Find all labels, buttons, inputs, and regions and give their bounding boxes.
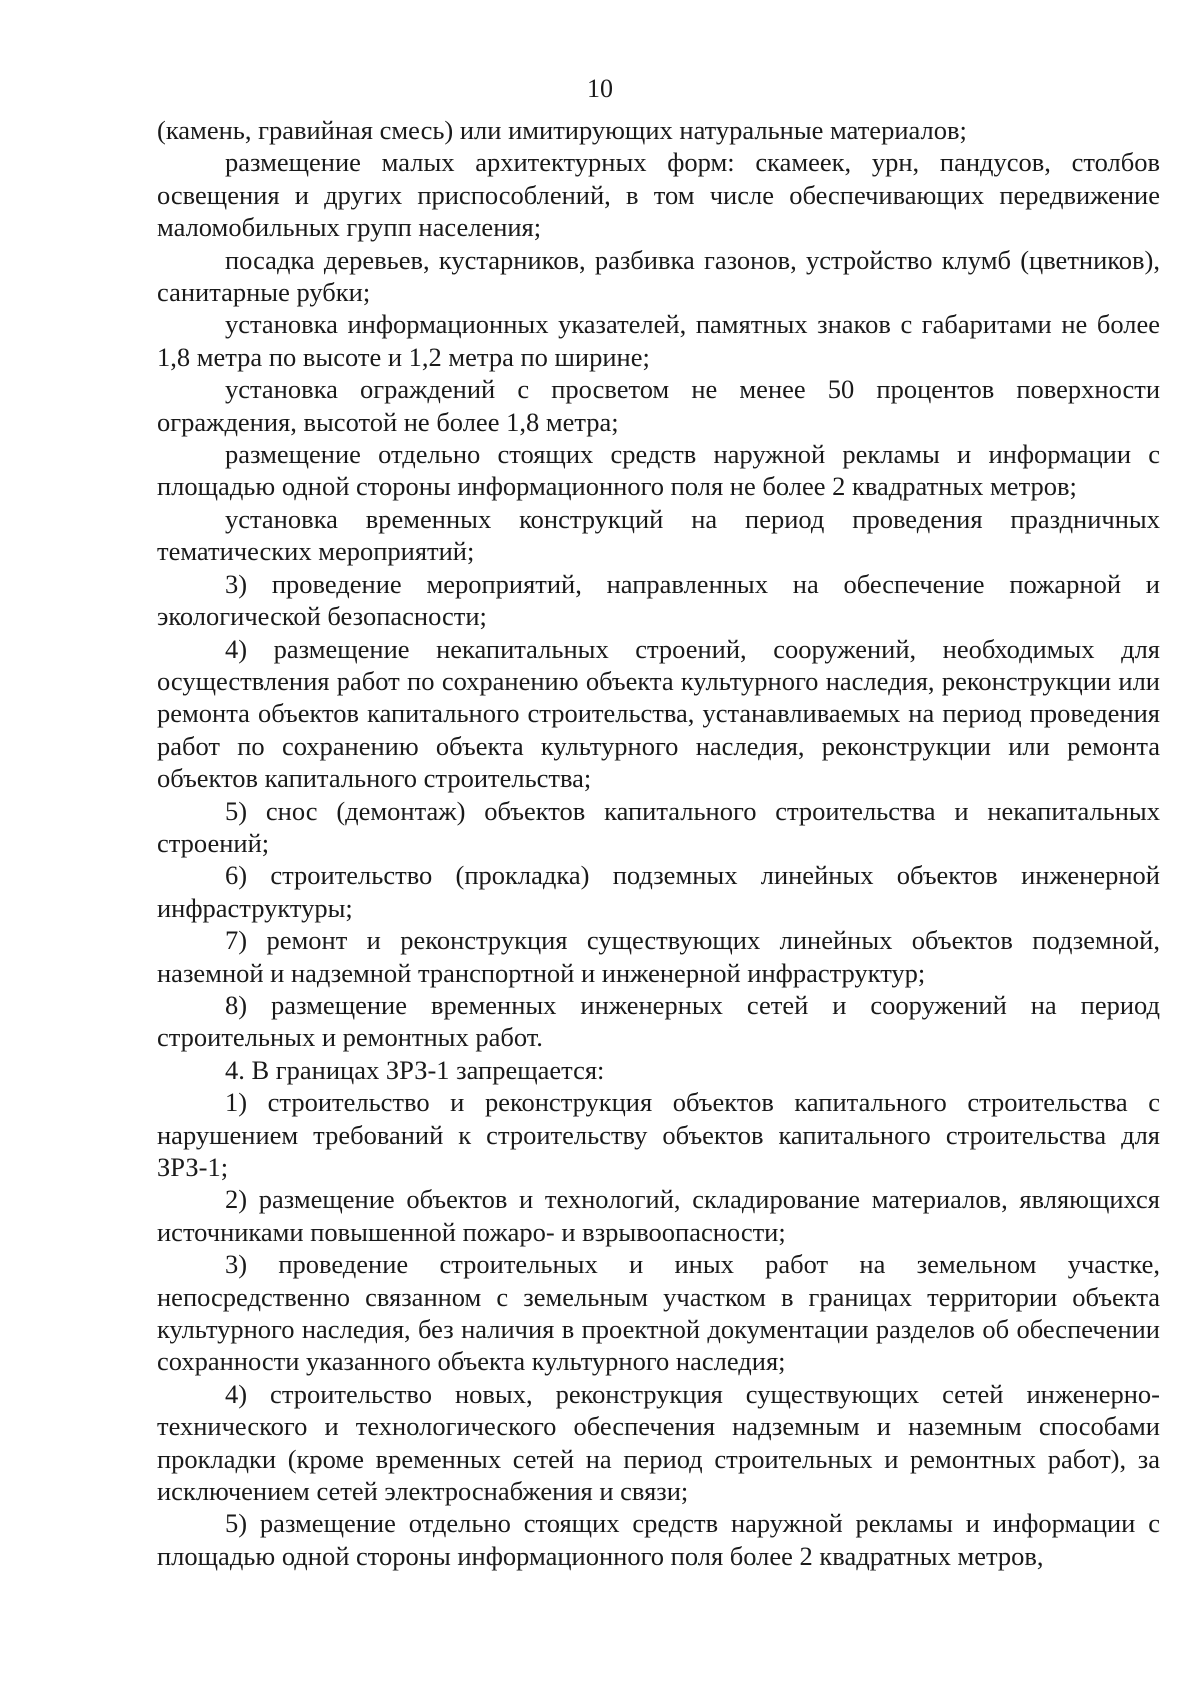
- list-item: 3) проведение мероприятий, направленных на обеспечение пожарной и экологической безопасности;: [157, 568, 1160, 632]
- paragraph: установка ограждений с просветом не менее 50 процентов поверхности ограждения, высотой не более 1,8 метра;: [157, 374, 1160, 437]
- paragraph: установка временных конструкций на период проведения праздничных тематических мероприятий;: [157, 503, 1160, 567]
- list-item: 4) размещение некапитальных строений, сооружений, необходимых для осуществления работ по сохранению объекта культурного наследия, реконструкции или ремонта объектов капитального строительства, устанавливаемых на период проведения работ по сохранению объекта культурного наследия, реконструкции или ремонта объектов капитального строительства;: [157, 633, 1160, 794]
- list-item: 5) снос (демонтаж) объектов капитального строительства и некапитальных строений;: [157, 795, 1160, 858]
- document-body: [157, 114, 1160, 1572]
- list-item: 5) размещение отдельно стоящих средств наружной рекламы и информации с площадью одной стороны информационного поля более 2 квадратных метров,: [157, 1508, 1160, 1571]
- paragraph: размещение отдельно стоящих средств наружной рекламы и информации с площадью одной стороны информационного поля не более 2 квадратных метров;: [157, 439, 1160, 502]
- list-item: 7) ремонт и реконструкция существующих линейных объектов подземной, наземной и надземной транспортной и инженерной инфраструктур;: [157, 925, 1160, 988]
- section-heading: 4. В границах ЗРЗ-1 запрещается:: [225, 1054, 605, 1085]
- list-item: 4) строительство новых, реконструкция существующих сетей инженерно-технического и технологического обеспечения надземным и наземным способами прокладки (кроме временных сетей на период строительных и ремонтных работ), за исключением сетей электроснабжения и связи;: [157, 1378, 1160, 1507]
- list-item: 8) размещение временных инженерных сетей и сооружений на период строительных и ремонтных работ.: [157, 989, 1160, 1053]
- paragraph: установка информационных указателей, памятных знаков с габаритами не более 1,8 метра по высоте и 1,2 метра по ширине;: [157, 309, 1160, 372]
- list-item: 3) проведение строительных и иных работ на земельном участке, непосредственно связанном с земельным участком в границах территории объекта культурного наследия, без наличия в проектной документации разделов об обеспечении сохранности указанного объекта культурного наследия;: [157, 1249, 1160, 1377]
- list-item: 6) строительство (прокладка) подземных линейных объектов инженерной инфраструктуры;: [157, 860, 1160, 923]
- list-item: 1) строительство и реконструкция объектов капитального строительства с нарушением требований к строительству объектов капитального строительства для ЗРЗ-1;: [157, 1087, 1160, 1182]
- paragraph: (камень, гравийная смесь) или имитирующих натуральные материалов;: [157, 115, 967, 145]
- page-number: 10: [587, 74, 613, 103]
- paragraph: размещение малых архитектурных форм: скамеек, урн, пандусов, столбов освещения и других приспособлений, в том числе обеспечивающих передвижение маломобильных групп населения;: [157, 147, 1160, 243]
- list-item: 2) размещение объектов и технологий, складирование материалов, являющихся источниками повышенной пожаро- и взрывоопасности;: [157, 1184, 1160, 1247]
- paragraph: посадка деревьев, кустарников, разбивка газонов, устройство клумб (цветников), санитарные рубки;: [157, 244, 1160, 308]
